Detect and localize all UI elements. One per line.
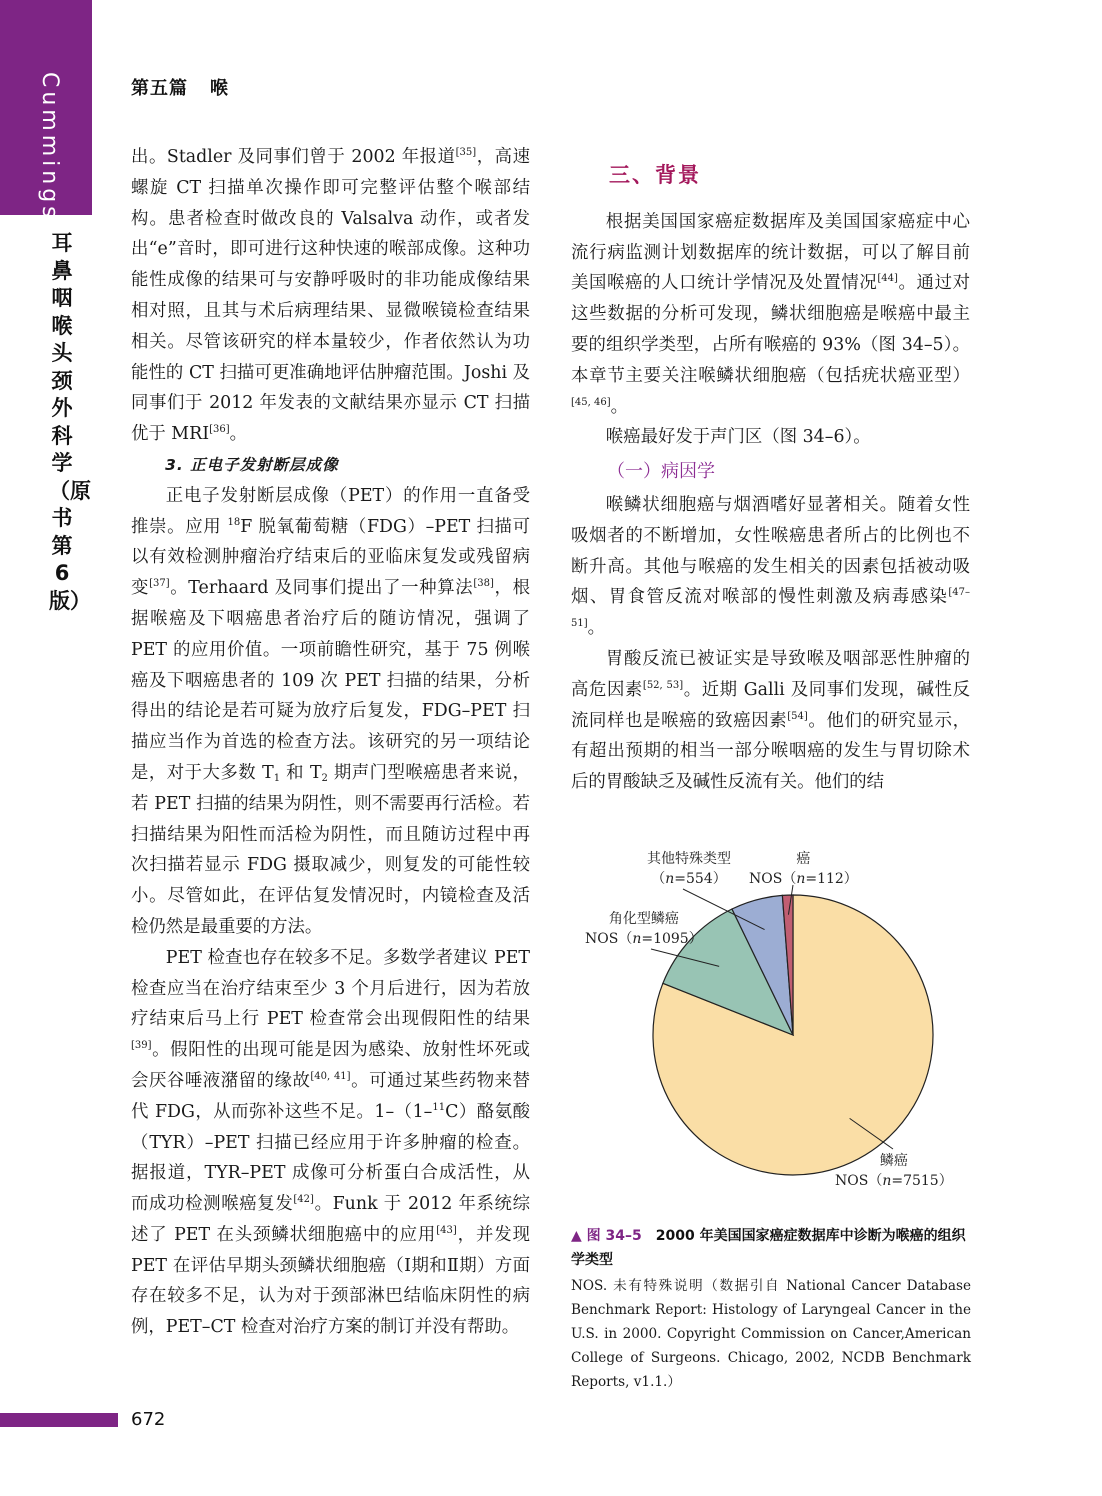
paragraph: 正电子发射断层成像（PET）的作用一直备受推崇。应用 $^{18}$F 脱氧葡萄糖（FDG）–PET 扫描可以有效检测肿瘤治疗结束后的亚临床复发或残留病变[37]。Terhaard 及同事们提出了一种算法[38]，根据喉癌及下咽癌患者治疗后的随访情况，强调了 PET 的应用价值。一项前瞻性研究，基于 75 例喉癌及下咽癌患者的 109 次 PET 扫描的结果，分析得出的结论是若可疑为放疗后复发，FDG–PET 扫描应当作为首选的检查方法。该研究的另一项结论是，对于大多数 $T_1$ 和 $T_2$ 期声门型喉癌患者来说，若 PET 扫描的结果为阴性，则不需要再行活检。若扫描结果为阳性而活检为阴性，而且随访过程中再次扫描若显示 FDG 摄取减少，则复发的可能性较小。尽管如此，在评估复发情况时，内镜检查及活检仍然是最重要的方法。 — [131, 485, 531, 937]
running-head-chapter: 喉 — [210, 78, 229, 99]
paragraph: 胃酸反流已被证实是导致喉及咽部恶性肿瘤的高危因素[52, 53]。近期 Galli 及同事们发现，碱性反流同样也是喉癌的致癌因素[54]。他们的研究显示，有超出预期的相当一部分喉咽癌的发生与胃切除术后的胃酸缺乏及碱性反流有关。他们的结 — [571, 648, 970, 793]
sidebar-color-band — [0, 0, 92, 222]
slice-label-other: 其他特殊类型 （n=554） — [647, 851, 731, 887]
paragraph: 出。Stadler 及同事们曾于 2002 年报道[35]，高速螺旋 CT 扫描单次操作即可完整评估整个喉部结构。患者检查时做改良的 Valsalva 动作，或者发出“e”音时，即可进行这种快速的喉部成像。这种功能性成像的结果可与安静呼吸时的非功能成像结果相对照，且其与术后病理结果、显微喉镜检查结果相关。尽管该研究的样本量较少，作者依然认为功能性的 CT 扫描可更准确地评估肿瘤范围。Joshi 及同事们于 2012 年发表的文献结果亦显示 CT 扫描优于 MRI[36]。 — [131, 147, 530, 445]
slice-label-keratinizing: 角化型鳞癌 NOS（n=1095） — [585, 911, 703, 947]
running-head — [131, 74, 251, 100]
right-column — [571, 142, 970, 798]
sidebar-brand: Cummings — [37, 72, 62, 222]
caption-body: NOS. 未有特殊说明（数据引自 National Cancer Database Benchmark Report: Histology of Laryngeal Cancer in the U.S. in 2000. Copyright Commission on Cancer,American College of Surgeons. Chicago, 2002, NCDB Benchmark Reports, v1.1.） — [571, 1278, 971, 1390]
caption-title: ▲ 图 34–5 2000 年美国国家癌症数据库中诊断为喉癌的组织学类型 — [571, 1228, 966, 1268]
pie-chart-figure — [571, 845, 981, 1215]
paragraph: 根据美国国家癌症数据库及美国国家癌症中心流行病监测计划数据库的统计数据，可以了解目前美国喉癌的人口统计学情况及处置情况[44]。通过对这些数据的分析可发现，鳞状细胞癌是喉癌中最主要的组织学类型，占所有喉癌的 93%（图 34–5）。本章节主要关注喉鳞状细胞癌（包括疣状癌亚型）[45, 46]。 — [571, 211, 970, 417]
paragraph: 喉癌最好发于声门区（图 34–6）。 — [605, 427, 871, 448]
caption-figure-label: ▲ 图 34–5 — [571, 1228, 642, 1244]
page-number: 672 — [131, 1409, 166, 1430]
sidebar-book-title: 耳鼻咽喉头颈外科学（原书第6版） — [49, 231, 91, 613]
slice-label-carcinoma: 癌 NOS（n=112） — [749, 851, 858, 887]
slice-label-squamous: 鳞癌 NOS（n=7515） — [835, 1153, 953, 1189]
figure-caption — [571, 1224, 971, 1394]
subsection-heading: （一）病因学 — [607, 461, 715, 483]
left-column — [131, 142, 530, 1343]
paragraph: PET 检查也存在较多不足。多数学者建议 PET 检查应当在治疗结束至少 3 个月后进行，因为若放疗结束后马上行 PET 检查常会出现假阳性的结果[39]。假阳性的出现可能是因为感染、放射性坏死或会厌谷唾液潴留的缘故[40, 41]。可通过某些药物来替代 FDG，从而弥补这些不足。1–（1–$^{11}$C）酪氨酸（TYR）–PET 扫描已经应用于许多肿瘤的检查。据报道，TYR–PET 成像可分析蛋白合成活性，从而成功检测喉癌复发[42]。Funk 于 2012 年系统综述了 PET 在头颈鳞状细胞癌中的应用[43]，并发现 PET 在评估早期头颈鳞状细胞癌（Ⅰ期和Ⅱ期）方面存在较多不足，认为对于颈部淋巴结临床阴性的病例，PET–CT 检查对治疗方案的制订并没有帮助。 — [131, 947, 530, 1338]
footer-color-band — [0, 1413, 118, 1427]
paragraph: 喉鳞状细胞癌与烟酒嗜好显著相关。随着女性吸烟者的不断增加，女性喉癌患者所占的比例也不断升高。其他与喉癌的发生相关的因素包括被动吸烟、胃食管反流对喉部的慢性刺激及病毒感染[47–51]。 — [571, 494, 970, 639]
subsection-heading: 3. 正电子发射断层成像 — [165, 455, 339, 474]
section-heading: 三、背景 — [609, 163, 701, 187]
running-head-part: 第五篇 — [131, 78, 188, 99]
